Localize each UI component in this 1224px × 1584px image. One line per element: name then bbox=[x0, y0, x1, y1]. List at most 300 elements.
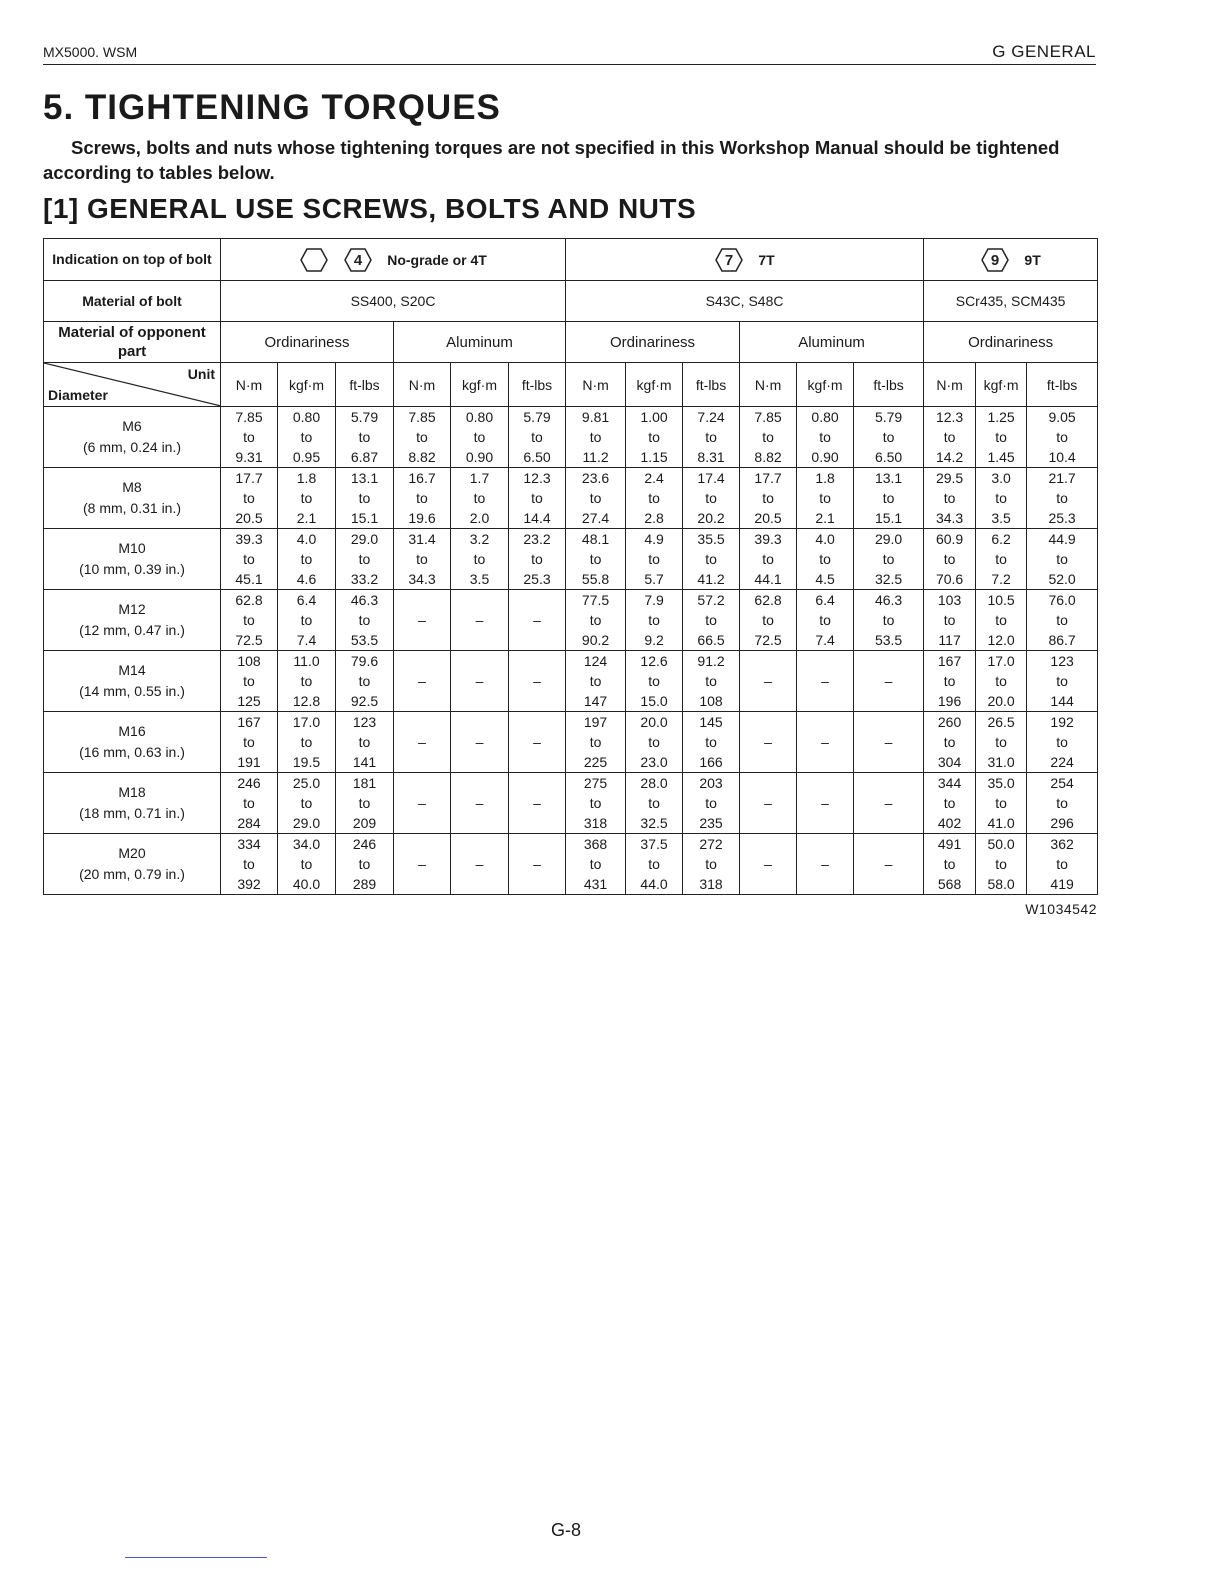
torque-min: 46.3 bbox=[874, 592, 903, 608]
torque-max: 10.4 bbox=[1048, 449, 1076, 465]
torque-max: 25.3 bbox=[1048, 510, 1076, 526]
torque-max: 20.5 bbox=[754, 510, 782, 526]
not-applicable-cell: – bbox=[740, 834, 797, 895]
range-word: to bbox=[243, 734, 255, 750]
torque-min: 31.4 bbox=[408, 531, 436, 547]
range-word: to bbox=[648, 856, 660, 872]
torque-max: 8.82 bbox=[754, 449, 782, 465]
range-word: to bbox=[589, 673, 602, 689]
torque-max: 3.5 bbox=[991, 510, 1011, 526]
torque-min: 6.4 bbox=[815, 592, 835, 608]
not-applicable-cell: – bbox=[451, 590, 509, 651]
torque-min: 12.3 bbox=[523, 470, 551, 486]
torque-value-cell bbox=[976, 529, 1027, 590]
torque-max: 12.0 bbox=[987, 632, 1015, 648]
torque-min: 7.9 bbox=[644, 592, 664, 608]
torque-max: 15.1 bbox=[350, 510, 379, 526]
material-9t: SCr435, SCM435 bbox=[924, 281, 1098, 322]
range-word: to bbox=[705, 612, 717, 628]
bolt-dimension: (14 mm, 0.55 in.) bbox=[79, 683, 185, 699]
torque-min: 197 bbox=[583, 714, 608, 730]
material-label: Material of bolt bbox=[44, 281, 221, 322]
range-word: to bbox=[300, 612, 313, 628]
bolt-size-cell bbox=[44, 407, 221, 468]
torque-min: 344 bbox=[937, 775, 962, 791]
torque-min: 246 bbox=[352, 836, 377, 852]
torque-min: 5.79 bbox=[523, 409, 551, 425]
page-number: G-8 bbox=[551, 1520, 582, 1540]
svg-text:4: 4 bbox=[354, 251, 363, 269]
range-word: to bbox=[243, 856, 255, 872]
opponent-label: Material of opponent part bbox=[44, 322, 221, 363]
torque-max: 45.1 bbox=[235, 571, 263, 587]
torque-max: 41.0 bbox=[987, 815, 1015, 831]
range-word: to bbox=[1056, 551, 1068, 567]
section-subtitle: [1] GENERAL USE SCREWS, BOLTS AND NUTS bbox=[43, 193, 697, 224]
torque-max: 34.3 bbox=[408, 571, 436, 587]
torque-min: 362 bbox=[1050, 836, 1074, 852]
torque-value-cell bbox=[221, 651, 278, 712]
torque-max: 15.1 bbox=[874, 510, 903, 526]
torque-max: 141 bbox=[352, 754, 377, 770]
torque-value-cell bbox=[924, 712, 976, 773]
opponent-4t-ordinary: Ordinariness bbox=[221, 322, 394, 363]
torque-max: 4.5 bbox=[815, 571, 835, 587]
torque-max: 58.0 bbox=[987, 876, 1015, 892]
torque-min: 44.9 bbox=[1048, 531, 1076, 547]
unit-header: ft-lbs bbox=[509, 363, 566, 407]
torque-value-cell bbox=[976, 651, 1027, 712]
torque-max: 20.5 bbox=[235, 510, 263, 526]
range-word: to bbox=[648, 734, 660, 750]
torque-max: 32.5 bbox=[874, 571, 903, 587]
grade-7-mark-icon bbox=[714, 247, 744, 273]
torque-max: 1.15 bbox=[640, 449, 668, 465]
torque-value-cell bbox=[336, 773, 394, 834]
torque-min: 37.5 bbox=[640, 836, 668, 852]
range-word: to bbox=[243, 795, 255, 811]
torque-min: 23.2 bbox=[523, 531, 551, 547]
torque-value-cell bbox=[278, 590, 336, 651]
range-word: to bbox=[705, 734, 717, 750]
range-word: to bbox=[358, 856, 371, 872]
range-word: to bbox=[648, 490, 660, 506]
range-word: to bbox=[531, 551, 543, 567]
torque-value-cell bbox=[797, 529, 854, 590]
opponent-7t-ordinary: Ordinariness bbox=[566, 322, 740, 363]
not-applicable-cell: – bbox=[394, 590, 451, 651]
torque-max: 147 bbox=[583, 693, 608, 709]
range-word: to bbox=[995, 856, 1007, 872]
torque-value-cell bbox=[683, 407, 740, 468]
torque-value-cell bbox=[854, 529, 924, 590]
torque-max: 402 bbox=[937, 815, 962, 831]
range-word: to bbox=[243, 429, 255, 445]
torque-value-cell bbox=[976, 712, 1027, 773]
torque-min: 334 bbox=[237, 836, 261, 852]
torque-max: 568 bbox=[937, 876, 962, 892]
torque-max: 44.1 bbox=[754, 571, 782, 587]
torque-value-cell bbox=[683, 773, 740, 834]
torque-min: 23.6 bbox=[581, 470, 610, 486]
torque-value-cell bbox=[626, 590, 683, 651]
torque-min: 123 bbox=[1050, 653, 1074, 669]
range-word: to bbox=[243, 673, 255, 689]
range-word: to bbox=[882, 612, 895, 628]
range-word: to bbox=[995, 612, 1007, 628]
torque-min: 123 bbox=[352, 714, 377, 730]
table-row bbox=[44, 468, 1098, 529]
torque-min: 108 bbox=[237, 653, 261, 669]
torque-min: 17.4 bbox=[697, 470, 725, 486]
range-word: to bbox=[943, 429, 956, 445]
torque-min: 9.05 bbox=[1048, 409, 1076, 425]
torque-value-cell bbox=[566, 529, 626, 590]
torque-min: 25.0 bbox=[292, 775, 321, 791]
unit-header: ft-lbs bbox=[1027, 363, 1098, 407]
not-applicable-cell: – bbox=[451, 773, 509, 834]
opponent-4t-aluminum: Aluminum bbox=[394, 322, 566, 363]
grade-7t-label: 7T bbox=[758, 251, 775, 268]
bolt-size-cell bbox=[44, 773, 221, 834]
torque-min: 6.2 bbox=[991, 531, 1011, 547]
torque-max: 20.0 bbox=[987, 693, 1015, 709]
grade-4-mark-icon bbox=[343, 247, 373, 273]
torque-min: 246 bbox=[237, 775, 261, 791]
header-divider bbox=[43, 64, 1096, 65]
unit-diameter-header bbox=[44, 363, 221, 407]
torque-value-cell bbox=[221, 529, 278, 590]
torque-value-cell bbox=[797, 468, 854, 529]
torque-value-cell bbox=[336, 468, 394, 529]
not-applicable-cell: – bbox=[797, 712, 854, 773]
torque-min: 1.7 bbox=[469, 470, 490, 486]
torque-max: 52.0 bbox=[1048, 571, 1076, 587]
torque-min: 272 bbox=[699, 836, 723, 852]
not-applicable-cell: – bbox=[394, 773, 451, 834]
range-word: to bbox=[416, 490, 428, 506]
range-word: to bbox=[882, 490, 895, 506]
torque-max: 224 bbox=[1050, 754, 1074, 770]
not-applicable-cell: – bbox=[797, 834, 854, 895]
torque-min: 17.7 bbox=[754, 470, 782, 486]
torque-max: 235 bbox=[699, 815, 723, 831]
not-applicable-cell: – bbox=[451, 651, 509, 712]
range-word: to bbox=[1056, 795, 1068, 811]
range-word: to bbox=[995, 429, 1007, 445]
hexagon-icon bbox=[299, 247, 329, 273]
material-7t: S43C, S48C bbox=[566, 281, 924, 322]
torque-min: 50.0 bbox=[987, 836, 1015, 852]
torque-max: 3.5 bbox=[469, 571, 490, 587]
torque-min: 39.3 bbox=[754, 531, 782, 547]
torque-value-cell bbox=[451, 407, 509, 468]
range-word: to bbox=[882, 551, 895, 567]
range-word: to bbox=[705, 551, 717, 567]
torque-max: 92.5 bbox=[350, 693, 379, 709]
torque-min: 48.1 bbox=[581, 531, 610, 547]
range-word: to bbox=[648, 429, 660, 445]
torque-max: 44.0 bbox=[640, 876, 668, 892]
range-word: to bbox=[300, 490, 313, 506]
torque-min: 16.7 bbox=[408, 470, 436, 486]
torque-max: 25.3 bbox=[523, 571, 551, 587]
torque-min: 1.8 bbox=[815, 470, 835, 486]
svg-text:9: 9 bbox=[991, 251, 1000, 269]
torque-value-cell bbox=[336, 407, 394, 468]
torque-max: 55.8 bbox=[581, 571, 610, 587]
not-applicable-cell: – bbox=[509, 773, 566, 834]
torque-min: 34.0 bbox=[292, 836, 321, 852]
torque-value-cell bbox=[1027, 834, 1098, 895]
torque-max: 196 bbox=[937, 693, 962, 709]
torque-value-cell bbox=[740, 590, 797, 651]
range-word: to bbox=[882, 429, 895, 445]
torque-max: 70.6 bbox=[935, 571, 964, 587]
torque-min: 368 bbox=[583, 836, 608, 852]
not-applicable-cell: – bbox=[797, 773, 854, 834]
bolt-size-cell bbox=[44, 468, 221, 529]
range-word: to bbox=[1056, 612, 1068, 628]
bolt-size: M18 bbox=[118, 784, 146, 800]
bolt-dimension: (10 mm, 0.39 in.) bbox=[79, 561, 185, 577]
torque-value-cell bbox=[924, 529, 976, 590]
torque-value-cell bbox=[854, 468, 924, 529]
torque-min: 7.85 bbox=[408, 409, 436, 425]
torque-value-cell bbox=[976, 468, 1027, 529]
document-code: W1034542 bbox=[1025, 901, 1097, 917]
torque-min: 11.0 bbox=[293, 653, 320, 669]
range-word: to bbox=[300, 429, 313, 445]
torque-min: 1.00 bbox=[640, 409, 668, 425]
footer-rule bbox=[125, 1557, 267, 1558]
torque-min: 167 bbox=[937, 653, 962, 669]
torque-value-cell bbox=[566, 712, 626, 773]
bolt-size-cell bbox=[44, 651, 221, 712]
bolt-dimension: (20 mm, 0.79 in.) bbox=[79, 866, 185, 882]
torque-max: 9.2 bbox=[644, 632, 664, 648]
torque-value-cell bbox=[451, 529, 509, 590]
torque-value-cell bbox=[221, 834, 278, 895]
table-row bbox=[44, 651, 1098, 712]
range-word: to bbox=[243, 612, 255, 628]
torque-max: 392 bbox=[237, 876, 261, 892]
torque-min: 46.3 bbox=[350, 592, 379, 608]
torque-min: 167 bbox=[237, 714, 261, 730]
torque-max: 289 bbox=[352, 876, 377, 892]
torque-max: 9.31 bbox=[235, 449, 263, 465]
torque-min: 17.7 bbox=[235, 470, 263, 486]
svg-text:7: 7 bbox=[725, 251, 734, 269]
torque-max: 296 bbox=[1050, 815, 1074, 831]
torque-min: 3.0 bbox=[991, 470, 1011, 486]
torque-min: 62.8 bbox=[754, 592, 782, 608]
torque-value-cell bbox=[797, 590, 854, 651]
bolt-size: M14 bbox=[118, 662, 146, 678]
range-word: to bbox=[416, 429, 428, 445]
torque-min: 57.2 bbox=[697, 592, 725, 608]
torque-max: 7.2 bbox=[991, 571, 1011, 587]
torque-value-cell bbox=[924, 407, 976, 468]
indication-label: Indication on top of bolt bbox=[44, 239, 221, 281]
torque-min: 17.0 bbox=[292, 714, 321, 730]
range-word: to bbox=[705, 856, 717, 872]
torque-max: 15.0 bbox=[640, 693, 668, 709]
table-row bbox=[44, 834, 1098, 895]
torque-max: 318 bbox=[699, 876, 723, 892]
torque-min: 203 bbox=[699, 775, 723, 791]
range-word: to bbox=[589, 612, 602, 628]
torque-max: 14.4 bbox=[523, 510, 551, 526]
torque-max: 419 bbox=[1050, 876, 1074, 892]
torque-value-cell bbox=[336, 834, 394, 895]
torque-max: 117 bbox=[938, 632, 961, 648]
range-word: to bbox=[531, 490, 543, 506]
torque-value-cell bbox=[1027, 407, 1098, 468]
bolt-dimension: (18 mm, 0.71 in.) bbox=[79, 805, 185, 821]
range-word: to bbox=[358, 551, 371, 567]
torque-min: 0.80 bbox=[811, 409, 839, 425]
range-word: to bbox=[705, 673, 717, 689]
torque-max: 34.3 bbox=[935, 510, 964, 526]
torque-max: 40.0 bbox=[292, 876, 321, 892]
torque-value-cell bbox=[740, 529, 797, 590]
torque-min: 62.8 bbox=[235, 592, 263, 608]
torque-value-cell bbox=[924, 651, 976, 712]
torque-max: 166 bbox=[699, 754, 723, 770]
torque-value-cell bbox=[626, 529, 683, 590]
torque-value-cell bbox=[924, 590, 976, 651]
torque-min: 6.4 bbox=[296, 592, 317, 608]
table-row bbox=[44, 712, 1098, 773]
not-applicable-cell: – bbox=[394, 712, 451, 773]
torque-value-cell bbox=[924, 773, 976, 834]
range-word: to bbox=[705, 795, 717, 811]
not-applicable-cell: – bbox=[854, 773, 924, 834]
torque-max: 2.8 bbox=[644, 510, 664, 526]
torque-max: 0.90 bbox=[465, 449, 494, 465]
torque-value-cell bbox=[278, 651, 336, 712]
torque-value-cell bbox=[976, 834, 1027, 895]
torque-min: 29.0 bbox=[350, 531, 379, 547]
torque-value-cell bbox=[566, 590, 626, 651]
unit-header: kgf·m bbox=[626, 363, 683, 407]
torque-min: 77.5 bbox=[581, 592, 610, 608]
torque-value-cell bbox=[566, 834, 626, 895]
grade-4t-cell bbox=[221, 239, 566, 281]
torque-value-cell bbox=[221, 712, 278, 773]
range-word: to bbox=[943, 490, 956, 506]
torque-value-cell bbox=[221, 468, 278, 529]
torque-min: 29.0 bbox=[874, 531, 903, 547]
torque-value-cell bbox=[1027, 651, 1098, 712]
table-row bbox=[44, 529, 1098, 590]
torque-min: 28.0 bbox=[640, 775, 668, 791]
torque-value-cell bbox=[683, 468, 740, 529]
unit-header: kgf·m bbox=[797, 363, 854, 407]
range-word: to bbox=[300, 856, 313, 872]
bolt-size-cell bbox=[44, 834, 221, 895]
unit-header: ft-lbs bbox=[683, 363, 740, 407]
range-word: to bbox=[648, 551, 660, 567]
torque-max: 19.5 bbox=[292, 754, 321, 770]
range-word: to bbox=[1056, 429, 1068, 445]
bolt-size-cell bbox=[44, 590, 221, 651]
torque-min: 0.80 bbox=[292, 409, 321, 425]
unit-label: Unit bbox=[187, 366, 215, 382]
torque-value-cell bbox=[924, 468, 976, 529]
torque-max: 318 bbox=[583, 815, 608, 831]
torque-max: 209 bbox=[352, 815, 377, 831]
range-word: to bbox=[943, 551, 956, 567]
torque-max: 6.50 bbox=[874, 449, 903, 465]
torque-min: 103 bbox=[937, 592, 962, 608]
range-word: to bbox=[358, 490, 371, 506]
torque-min: 4.0 bbox=[815, 531, 835, 547]
range-word: to bbox=[762, 551, 774, 567]
torque-value-cell bbox=[683, 712, 740, 773]
torque-min: 491 bbox=[937, 836, 962, 852]
range-word: to bbox=[243, 551, 255, 567]
torque-max: 6.50 bbox=[523, 449, 551, 465]
torque-value-cell bbox=[1027, 468, 1098, 529]
not-applicable-cell: – bbox=[740, 773, 797, 834]
unit-header: kgf·m bbox=[278, 363, 336, 407]
torque-value-cell bbox=[854, 590, 924, 651]
bolt-size-cell bbox=[44, 712, 221, 773]
torque-min: 13.1 bbox=[874, 470, 903, 486]
torque-value-cell bbox=[626, 651, 683, 712]
bolt-dimension: (6 mm, 0.24 in.) bbox=[82, 439, 182, 455]
torque-value-cell bbox=[1027, 529, 1098, 590]
range-word: to bbox=[1056, 490, 1068, 506]
torque-max: 19.6 bbox=[408, 510, 436, 526]
torque-value-cell bbox=[683, 651, 740, 712]
not-applicable-cell: – bbox=[509, 834, 566, 895]
not-applicable-cell: – bbox=[509, 590, 566, 651]
torque-max: 90.2 bbox=[581, 632, 610, 648]
torque-min: 0.80 bbox=[465, 409, 494, 425]
not-applicable-cell: – bbox=[509, 712, 566, 773]
torque-min: 60.9 bbox=[935, 531, 964, 547]
torque-value-cell bbox=[336, 590, 394, 651]
unit-header: kgf·m bbox=[451, 363, 509, 407]
torque-min: 1.8 bbox=[296, 470, 317, 486]
range-word: to bbox=[243, 490, 255, 506]
range-word: to bbox=[819, 429, 831, 445]
grade-9t-cell bbox=[924, 239, 1098, 281]
torque-max: 31.0 bbox=[987, 754, 1015, 770]
torque-value-cell bbox=[394, 407, 451, 468]
not-applicable-cell: – bbox=[451, 834, 509, 895]
bolt-size: M12 bbox=[118, 601, 146, 617]
grade-7t-cell bbox=[566, 239, 924, 281]
range-word: to bbox=[762, 490, 774, 506]
grade-9t-label: 9T bbox=[1024, 251, 1041, 268]
torque-min: 35.0 bbox=[987, 775, 1015, 791]
material-4t: SS400, S20C bbox=[221, 281, 566, 322]
range-word: to bbox=[589, 734, 602, 750]
torque-value-cell bbox=[626, 773, 683, 834]
torque-min: 260 bbox=[937, 714, 962, 730]
torque-value-cell bbox=[683, 834, 740, 895]
torque-value-cell bbox=[683, 529, 740, 590]
torque-value-cell bbox=[221, 407, 278, 468]
range-word: to bbox=[648, 673, 660, 689]
torque-value-cell bbox=[278, 529, 336, 590]
torque-value-cell bbox=[626, 834, 683, 895]
torque-min: 10.5 bbox=[987, 592, 1015, 608]
